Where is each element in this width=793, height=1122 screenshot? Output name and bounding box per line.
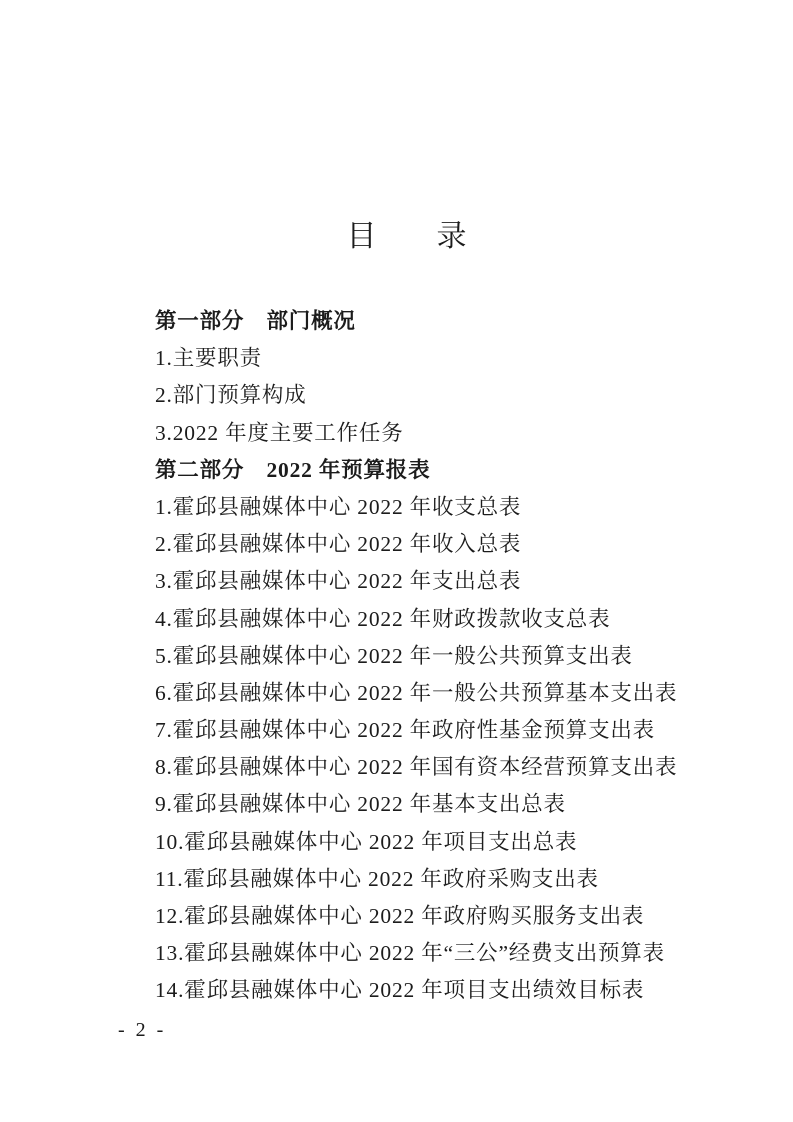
title-char-left: 目: [346, 220, 377, 253]
toc-item: 10.霍邱县融媒体中心 2022 年项目支出总表: [155, 829, 578, 854]
toc-item: 7.霍邱县融媒体中心 2022 年政府性基金预算支出表: [155, 718, 655, 743]
toc-item: 3.霍邱县融媒体中心 2022 年支出总表: [155, 569, 522, 594]
toc-item: 11.霍邱县融媒体中心 2022 年政府采购支出表: [155, 866, 599, 891]
toc-item: 14.霍邱县融媒体中心 2022 年项目支出绩效目标表: [155, 978, 645, 1003]
toc-item: 5.霍邱县融媒体中心 2022 年一般公共预算支出表: [155, 643, 633, 668]
title-char-right: 录: [436, 220, 467, 253]
toc-item: 4.霍邱县融媒体中心 2022 年财政拨款收支总表: [155, 606, 611, 631]
toc-item: 6.霍邱县融媒体中心 2022 年一般公共预算基本支出表: [155, 680, 678, 705]
toc-item: 2.霍邱县融媒体中心 2022 年收入总表: [155, 532, 522, 557]
toc-item: 3.2022 年度主要工作任务: [155, 420, 404, 445]
toc-item: 1.霍邱县融媒体中心 2022 年收支总表: [155, 494, 522, 519]
page-title: [20, 222, 793, 252]
table-of-contents: [155, 303, 753, 1010]
page-number: - 2 -: [118, 1019, 167, 1041]
toc-item: 8.霍邱县融媒体中心 2022 年国有资本经营预算支出表: [155, 755, 678, 780]
toc-item: 9.霍邱县融媒体中心 2022 年基本支出总表: [155, 792, 566, 817]
toc-item: 13.霍邱县融媒体中心 2022 年“三公”经费支出预算表: [155, 941, 665, 966]
toc-item: 1.主要职责: [155, 346, 262, 371]
toc-section1-heading: 第一部分 部门概况: [155, 309, 356, 333]
toc-item: 2.部门预算构成: [155, 383, 307, 408]
toc-section2-heading: 第二部分 2022 年预算报表: [155, 457, 431, 482]
toc-item: 12.霍邱县融媒体中心 2022 年政府购买服务支出表: [155, 904, 645, 928]
